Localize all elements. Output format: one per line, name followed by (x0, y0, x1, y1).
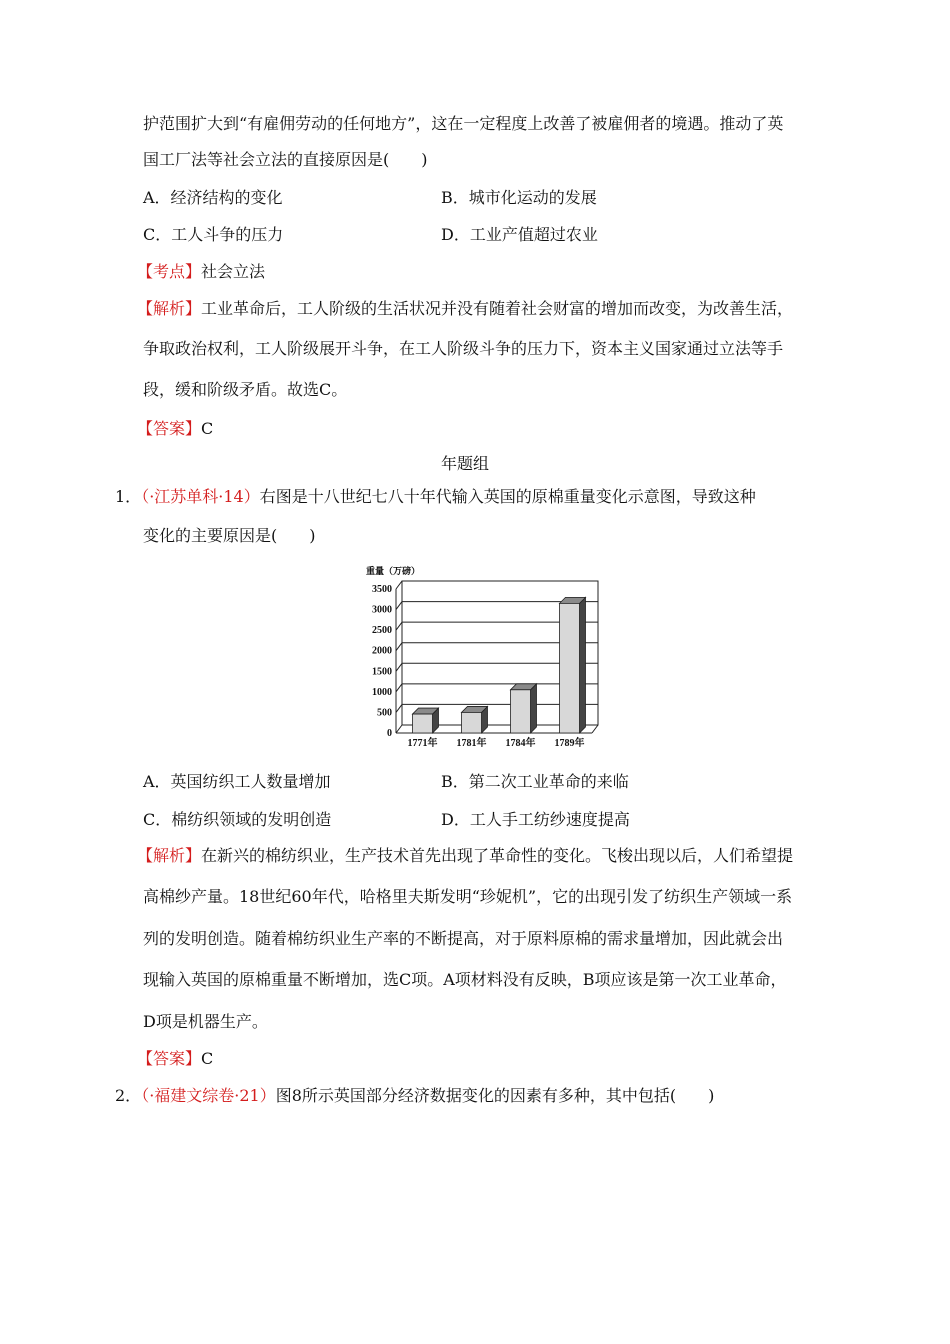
q1-jiexi-tag: 【解析】 (137, 846, 202, 865)
gridline-side (396, 643, 402, 651)
intro-line-2: 国工厂法等社会立法的直接原因是( ) (143, 150, 428, 169)
gridline-side (396, 581, 402, 589)
cotton-import-chart (362, 562, 614, 752)
gridline-side (396, 725, 402, 733)
intro-jiexi-tag: 【解析】 (137, 299, 202, 318)
q1-option-a: A．英国纺织工人数量增加 (143, 772, 331, 791)
bar-1771年 (413, 714, 433, 733)
q2-line-1 (115, 1086, 714, 1106)
q1-answer: C (201, 1049, 214, 1068)
x-tick-label: 1789年 (554, 738, 585, 749)
intro-jiexi-row-1 (137, 299, 793, 319)
gridline-side (396, 663, 402, 671)
q1-answer-row (137, 1049, 213, 1069)
intro-option-d: D．工业产值超过农业 (441, 225, 598, 244)
gridline-side (396, 684, 402, 692)
bar-side (580, 597, 586, 733)
intro-line-1: 护范围扩大到“有雇佣劳动的任何地方”，这在一定程度上改善了被雇佣者的境遇。推动了英 (143, 114, 784, 133)
q1-option-c: C．棉纺织领域的发明创造 (143, 810, 332, 829)
intro-answer: C (201, 419, 214, 438)
q1-jiexi-line-3: 列的发明创造。随着棉纺织业生产率的不断提高，对于原料原棉的需求量增加，因此就会出 (143, 929, 784, 948)
intro-answer-row (137, 419, 213, 439)
y-tick-label: 0 (387, 728, 392, 739)
q1-option-d: D．工人手工纺纱速度提高 (441, 810, 630, 829)
q2-number: 2． (115, 1086, 142, 1105)
y-tick-label: 500 (377, 707, 392, 719)
intro-jiexi-line-2: 争取政治权利，工人阶级展开斗争，在工人阶级斗争的压力下，资本主义国家通过立法等手 (143, 339, 784, 358)
y-tick-label: 1000 (372, 686, 392, 698)
q1-source: （·江苏单科·14） (141, 487, 260, 506)
q1-line-1 (115, 487, 756, 507)
y-axis-label: 重量（万磅） (366, 566, 421, 576)
y-tick-label: 2500 (372, 625, 392, 637)
q2-text-1: 图8所示英国部分经济数据变化的因素有多种，其中包括( ) (275, 1086, 715, 1105)
kaodian-text: 社会立法 (201, 262, 266, 281)
cotton-import-chart-svg (362, 562, 614, 752)
section-title: 年题组 (441, 454, 490, 473)
gridline-side (396, 602, 402, 610)
intro-answer-tag: 【答案】 (137, 419, 202, 438)
y-tick-label: 1500 (372, 666, 392, 678)
q1-jiexi-row-1 (137, 846, 793, 866)
q1-jiexi-line-2: 高棉纱产量。18世纪60年代，哈格里夫斯发明“珍妮机”，它的出现引发了纺织生产领域一系 (143, 887, 793, 906)
bar-side (531, 684, 537, 733)
bar-1784年 (511, 690, 531, 733)
q1-answer-tag: 【答案】 (137, 1049, 202, 1068)
y-tick-label: 3500 (372, 584, 392, 595)
y-tick-label: 2000 (372, 645, 392, 657)
q1-jiexi-line-5: D项是机器生产。 (143, 1012, 268, 1031)
q2-source: （·福建文综卷·21） (141, 1086, 276, 1105)
intro-option-c: C．工人斗争的压力 (143, 225, 284, 244)
kaodian-row (137, 262, 265, 282)
q1-jiexi-line-4: 现输入英国的原棉重量不断增加，选C项。A项材料没有反映，B项应该是第一次工业革命， (143, 970, 787, 989)
intro-option-b: B．城市化运动的发展 (441, 188, 597, 207)
intro-jiexi-line-1: 工业革命后，工人阶级的生活状况并没有随着社会财富的增加而改变，为改善生活， (201, 299, 794, 318)
gridline-side (396, 622, 402, 630)
intro-jiexi-line-3: 段，缓和阶级矛盾。故选C。 (143, 380, 348, 399)
y-tick-label: 3000 (372, 604, 392, 616)
floor-edge (592, 725, 598, 733)
q1-line-2: 变化的主要原因是( ) (143, 526, 316, 545)
q1-text-1: 右图是十八世纪七八十年代输入英国的原棉重量变化示意图，导致这种 (259, 487, 756, 506)
x-tick-label: 1784年 (505, 738, 536, 749)
x-tick-label: 1771年 (407, 738, 438, 749)
bar-1781年 (462, 712, 482, 733)
intro-option-a: A．经济结构的变化 (143, 188, 283, 207)
bar-1789年 (560, 603, 580, 733)
gridline-side (396, 704, 402, 712)
q1-number: 1． (115, 487, 142, 506)
kaodian-tag: 【考点】 (137, 262, 202, 281)
x-tick-label: 1781年 (456, 738, 487, 749)
q1-jiexi-line-1: 在新兴的棉纺织业，生产技术首先出现了革命性的变化。飞梭出现以后，人们希望提 (201, 846, 794, 865)
q1-option-b: B．第二次工业革命的来临 (441, 772, 629, 791)
